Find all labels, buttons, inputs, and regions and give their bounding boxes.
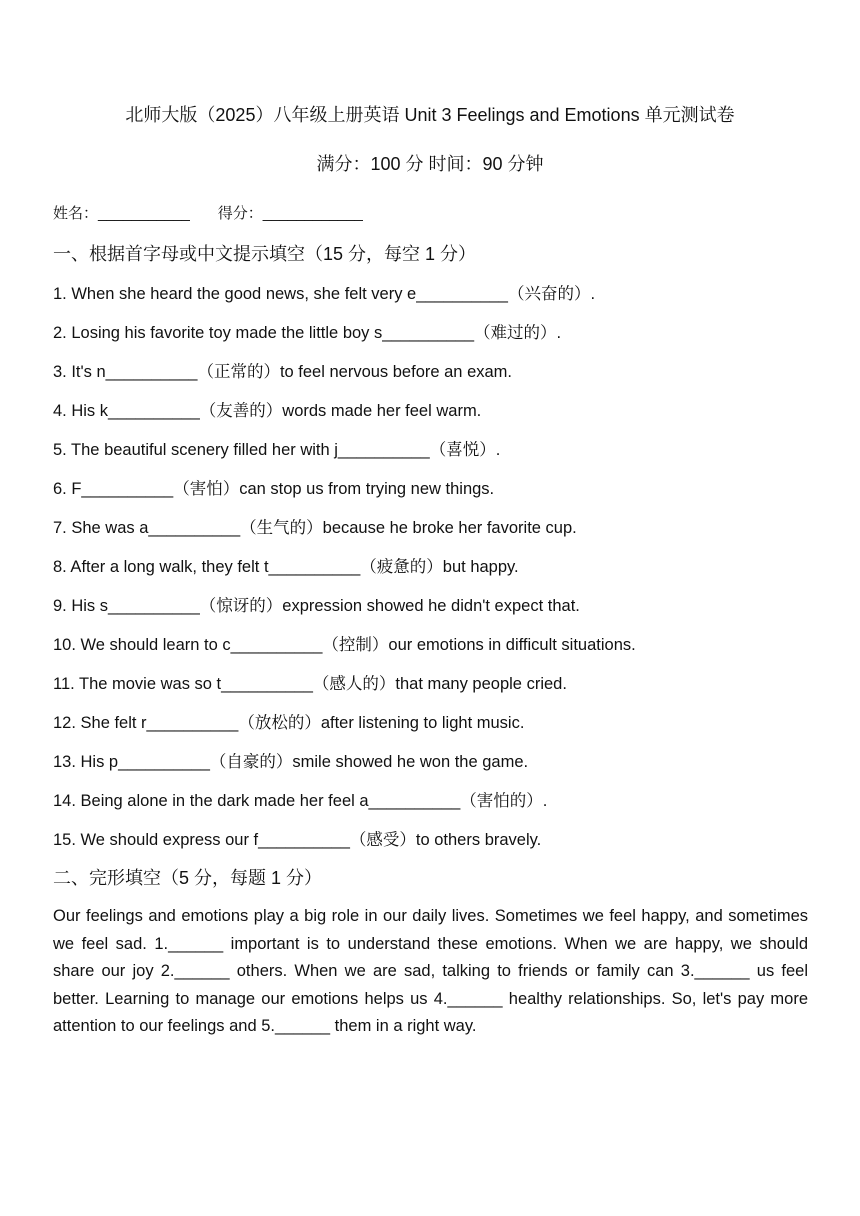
section2-heading: 二、完形填空（5 分，每题 1 分） [53, 868, 323, 888]
question-item: 3. It's n__________（正常的）to feel nervous before an exam. [53, 363, 512, 381]
question-item: 1. When she heard the good news, she felt very e__________（兴奋的）. [53, 285, 596, 303]
exam-score-time: 满分：100 分 时间：90 分钟 [316, 154, 544, 174]
question-item: 13. His p__________（自豪的）smile showed he won the game. [53, 753, 529, 771]
score-blank: ____________ [262, 205, 363, 222]
question-item: 6. F__________（害怕）can stop us from trying new things. [53, 480, 495, 498]
question-item: 7. She was a__________（生气的）because he broke her favorite cup. [53, 519, 577, 537]
question-item: 8. After a long walk, they felt t__________（疲惫的）but happy. [53, 558, 519, 576]
exam-title: 北师大版（2025）八年级上册英语 Unit 3 Feelings and Emotions 单元测试卷 [125, 105, 735, 125]
question-item: 14. Being alone in the dark made her feel a__________（害怕的）. [53, 792, 548, 810]
question-item: 15. We should express our f__________（感受）to others bravely. [53, 831, 542, 849]
question-item: 5. The beautiful scenery filled her with j__________（喜悦）. [53, 441, 501, 459]
name-label: 姓名： [53, 205, 99, 222]
cloze-passage: Our feelings and emotions play a big role in our daily lives. Sometimes we feel happy, and sometimes we feel sad. 1.______ important is to understand these emotions. When we are happy, we should share our joy 2.______ others. When we are sad, talking to friends or family can 3.______ us feel better. Learning to manage our emotions helps us 4.______ healthy relationships. So, let's pay more attention to our feelings and 5.______ them in a right way. [53, 907, 808, 1036]
question-item: 10. We should learn to c__________（控制）our emotions in difficult situations. [53, 636, 636, 654]
question-item: 11. The movie was so t__________（感人的）that many people cried. [53, 675, 567, 693]
question-item: 2. Losing his favorite toy made the little boy s__________（难过的）. [53, 324, 562, 342]
name-blank: ___________ [98, 205, 190, 222]
question-item: 9. His s__________（惊讶的）expression showed he didn't expect that. [53, 597, 580, 615]
score-label: 得分： [217, 205, 263, 222]
question-item: 12. She felt r__________（放松的）after listening to light music. [53, 714, 525, 732]
section1-heading: 一、根据首字母或中文提示填空（15 分，每空 1 分） [53, 244, 477, 264]
student-info-row [53, 202, 363, 226]
question-item: 4. His k__________（友善的）words made her feel warm. [53, 402, 482, 420]
